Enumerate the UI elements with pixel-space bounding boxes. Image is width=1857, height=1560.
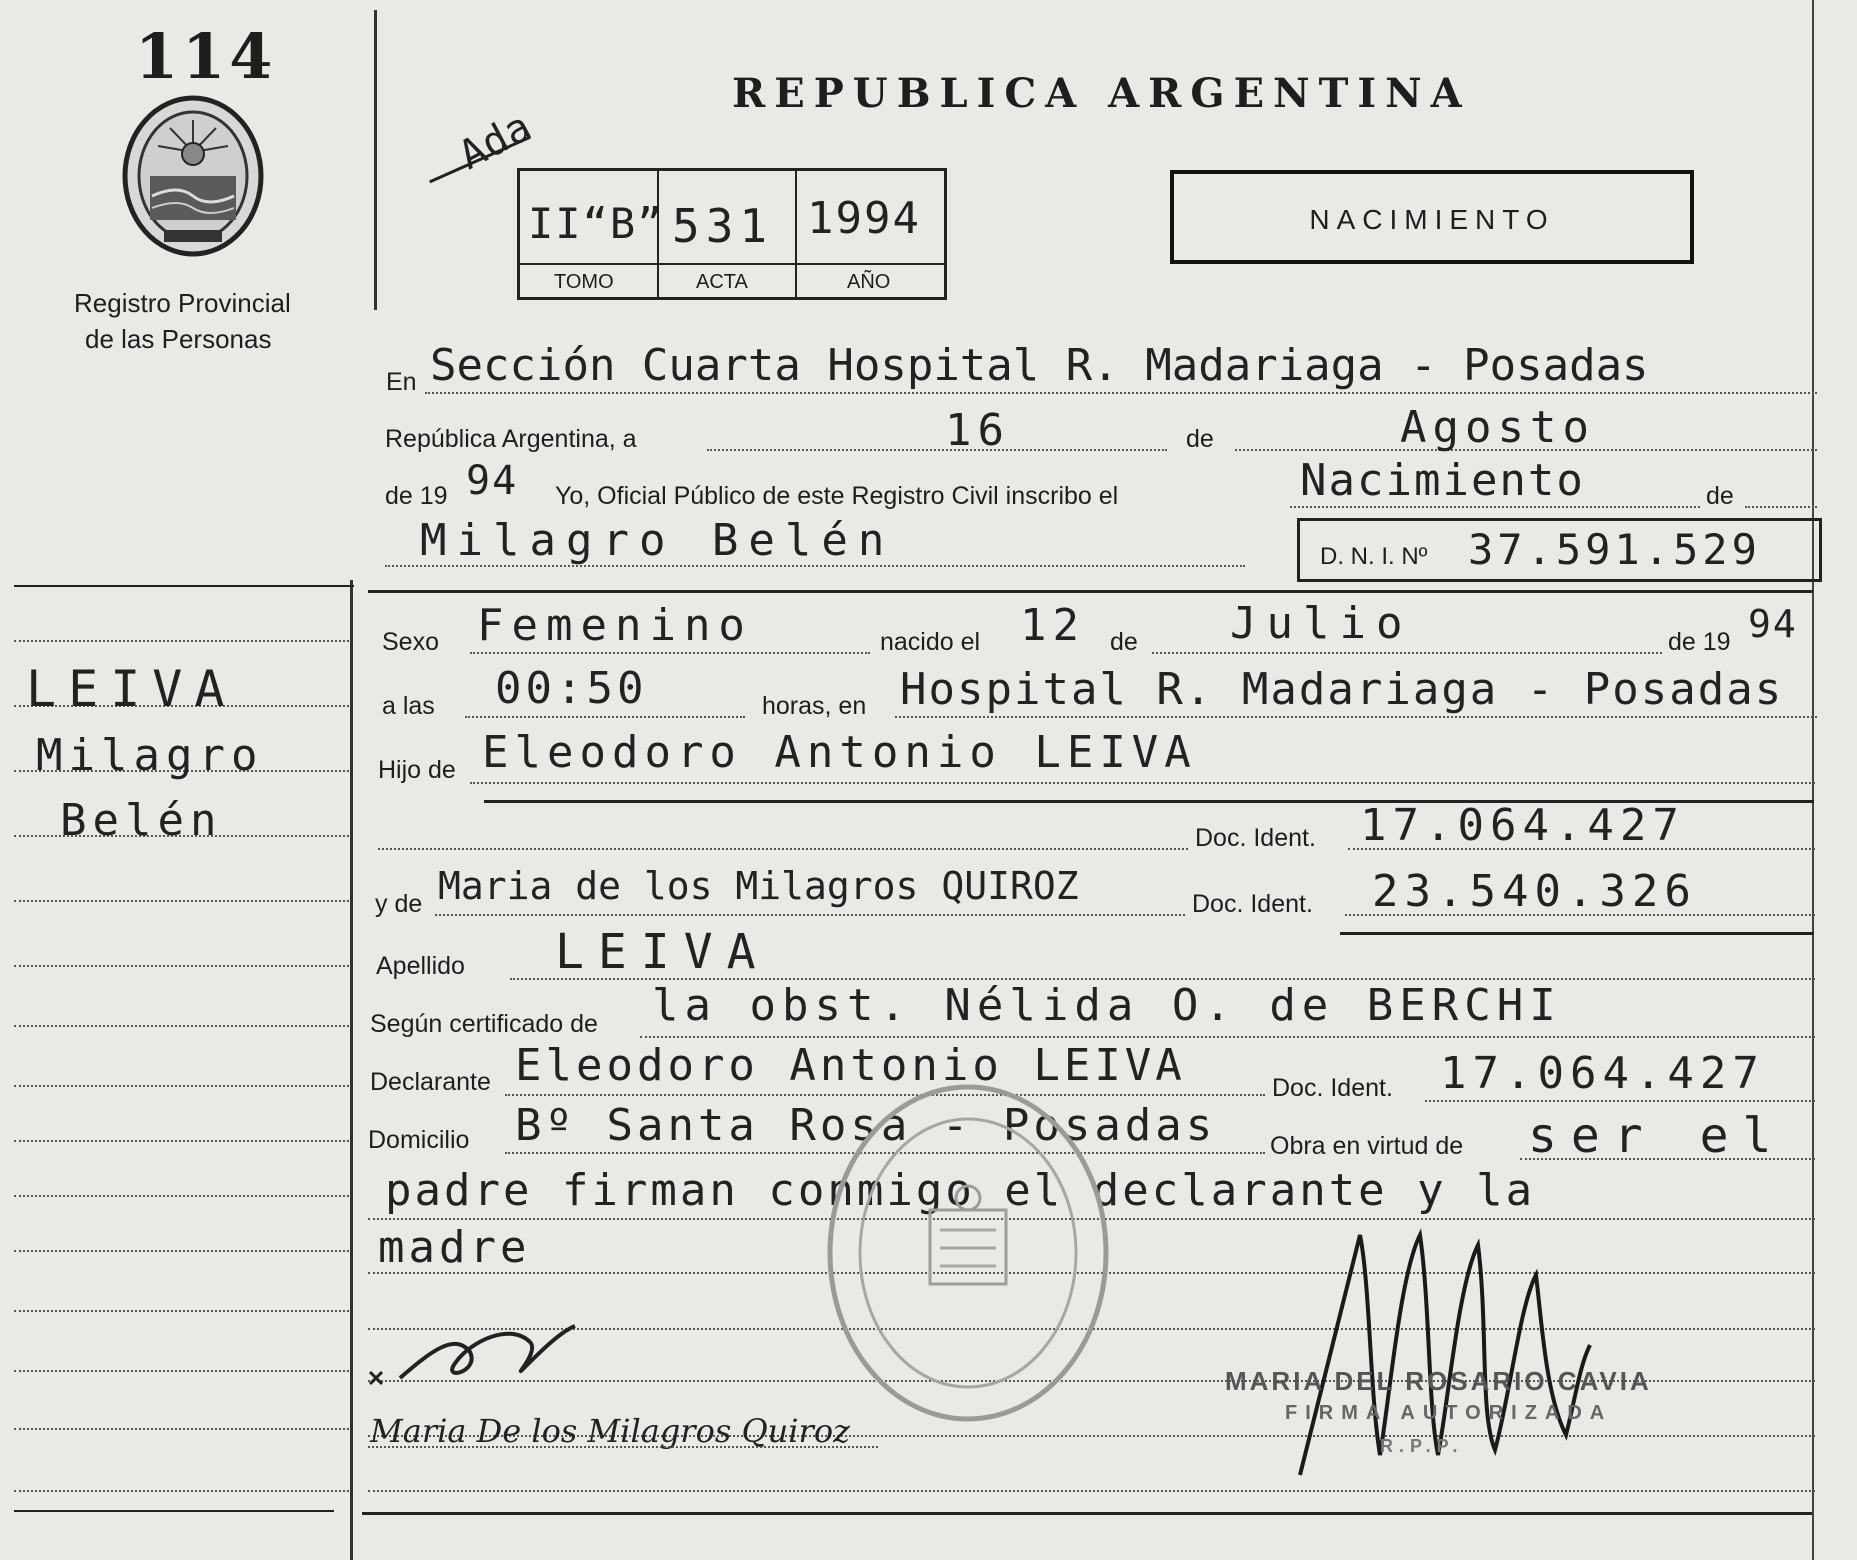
value-madre: Maria de los Milagros QUIROZ xyxy=(438,864,1079,908)
label-alas: a las xyxy=(382,692,435,720)
value-obs2: madre xyxy=(378,1222,531,1273)
value-lugar: Hospital R. Madariaga - Posadas xyxy=(900,664,1784,715)
label-dni: D. N. I. Nº xyxy=(1320,543,1428,570)
value-certificado: la obst. Nélida O. de BERCHI xyxy=(652,980,1562,1031)
folio-number: 114 xyxy=(135,20,277,93)
value-obs1: padre firman conmigo el declarante y la xyxy=(385,1165,1536,1216)
label-obra: Obra en virtud de xyxy=(1270,1132,1464,1160)
value-hora: 00:50 xyxy=(495,663,648,714)
value-sexo: Femenino xyxy=(477,600,753,651)
country-title: REPUBLICA ARGENTINA xyxy=(732,70,1471,117)
label-horas: horas, en xyxy=(762,692,867,720)
value-domicilio: Bº Santa Rosa - Posadas xyxy=(515,1100,1217,1151)
value-declarante: Eleodoro Antonio LEIVA xyxy=(515,1040,1186,1091)
record-type: NACIMIENTO xyxy=(1309,204,1555,235)
value-madre-doc: 23.540.326 xyxy=(1372,866,1697,917)
value-padre: Eleodoro Antonio LEIVA xyxy=(482,727,1197,778)
official-stamp-name: MARIA DEL ROSARIO CAVIA xyxy=(1225,1366,1652,1396)
value-mes-nac: Julio xyxy=(1230,598,1413,649)
label-docident1: Doc. Ident. xyxy=(1195,824,1316,852)
value-obra: ser el xyxy=(1528,1108,1786,1164)
label-docident2: Doc. Ident. xyxy=(1192,890,1313,918)
side-rule-top xyxy=(14,585,354,587)
label-yo: Yo, Oficial Público de este Registro Civil inscribo el xyxy=(555,482,1119,510)
label-yde: y de xyxy=(375,890,423,918)
mother-name: Maria De los Milagros Quiroz xyxy=(370,1412,850,1450)
tomo-value: II“B” xyxy=(528,199,665,248)
label-sexo: Sexo xyxy=(382,628,439,656)
label-de19: de 19 xyxy=(385,482,448,510)
registry-line2: de las Personas xyxy=(85,324,272,354)
anio-value: 1994 xyxy=(807,193,921,244)
side-name1: Milagro xyxy=(36,730,264,781)
value-apellido: LEIVA xyxy=(555,924,770,980)
side-surname: LEIVA xyxy=(26,660,237,718)
label-de19b: de 19 xyxy=(1668,628,1731,656)
value-acto: Nacimiento xyxy=(1300,455,1585,506)
value-anio-nac: 94 xyxy=(1748,602,1798,646)
official-stamp-role: FIRMA AUTORIZADA xyxy=(1285,1402,1613,1424)
value-dia-nac: 12 xyxy=(1020,600,1085,651)
label-docident3: Doc. Ident. xyxy=(1272,1074,1393,1102)
label-en: En xyxy=(386,368,417,396)
margin-annotation: Ada xyxy=(451,103,540,179)
label-domicilio: Domicilio xyxy=(368,1126,470,1154)
label-apellido: Apellido xyxy=(376,952,465,980)
side-rule-bottom xyxy=(14,1510,334,1512)
label-republica: República Argentina, a xyxy=(385,425,637,453)
value-dia: 16 xyxy=(945,405,1010,456)
record-box xyxy=(517,168,947,300)
right-edge xyxy=(1812,0,1814,1560)
value-nombre: Milagro Belén xyxy=(420,515,895,566)
value-declarante-doc: 17.064.427 xyxy=(1440,1048,1765,1099)
label-hijo: Hijo de xyxy=(378,756,456,784)
margin-separator-lower xyxy=(350,580,353,1560)
anio-label: AÑO xyxy=(847,271,891,293)
side-name2: Belén xyxy=(60,795,223,846)
label-declarante: Declarante xyxy=(370,1068,491,1096)
value-mes: Agosto xyxy=(1400,402,1595,453)
acta-value: 531 xyxy=(672,199,774,253)
registry-seal-stamp xyxy=(822,1080,1114,1426)
label-de: de xyxy=(1186,425,1214,453)
tomo-label: TOMO xyxy=(554,271,614,293)
value-seccion: Sección Cuarta Hospital R. Madariaga - Posadas xyxy=(430,340,1649,391)
value-anio: 94 xyxy=(466,458,519,504)
record-type-box xyxy=(1170,170,1694,264)
label-segun: Según certificado de xyxy=(370,1010,598,1038)
official-stamp-office: R.P.P. xyxy=(1380,1436,1464,1456)
provincial-seal xyxy=(118,92,268,260)
margin-separator xyxy=(374,10,377,310)
label-nacido: nacido el xyxy=(880,628,981,656)
registry-line1: Registro Provincial xyxy=(74,288,291,318)
dni-box xyxy=(1297,518,1822,582)
label-de2: de xyxy=(1110,628,1138,656)
value-dni: 37.591.529 xyxy=(1468,525,1761,574)
label-de-end: de xyxy=(1706,482,1734,510)
acta-label: ACTA xyxy=(696,271,748,293)
mother-signature xyxy=(360,1312,600,1402)
value-padre-doc: 17.064.427 xyxy=(1360,800,1685,851)
